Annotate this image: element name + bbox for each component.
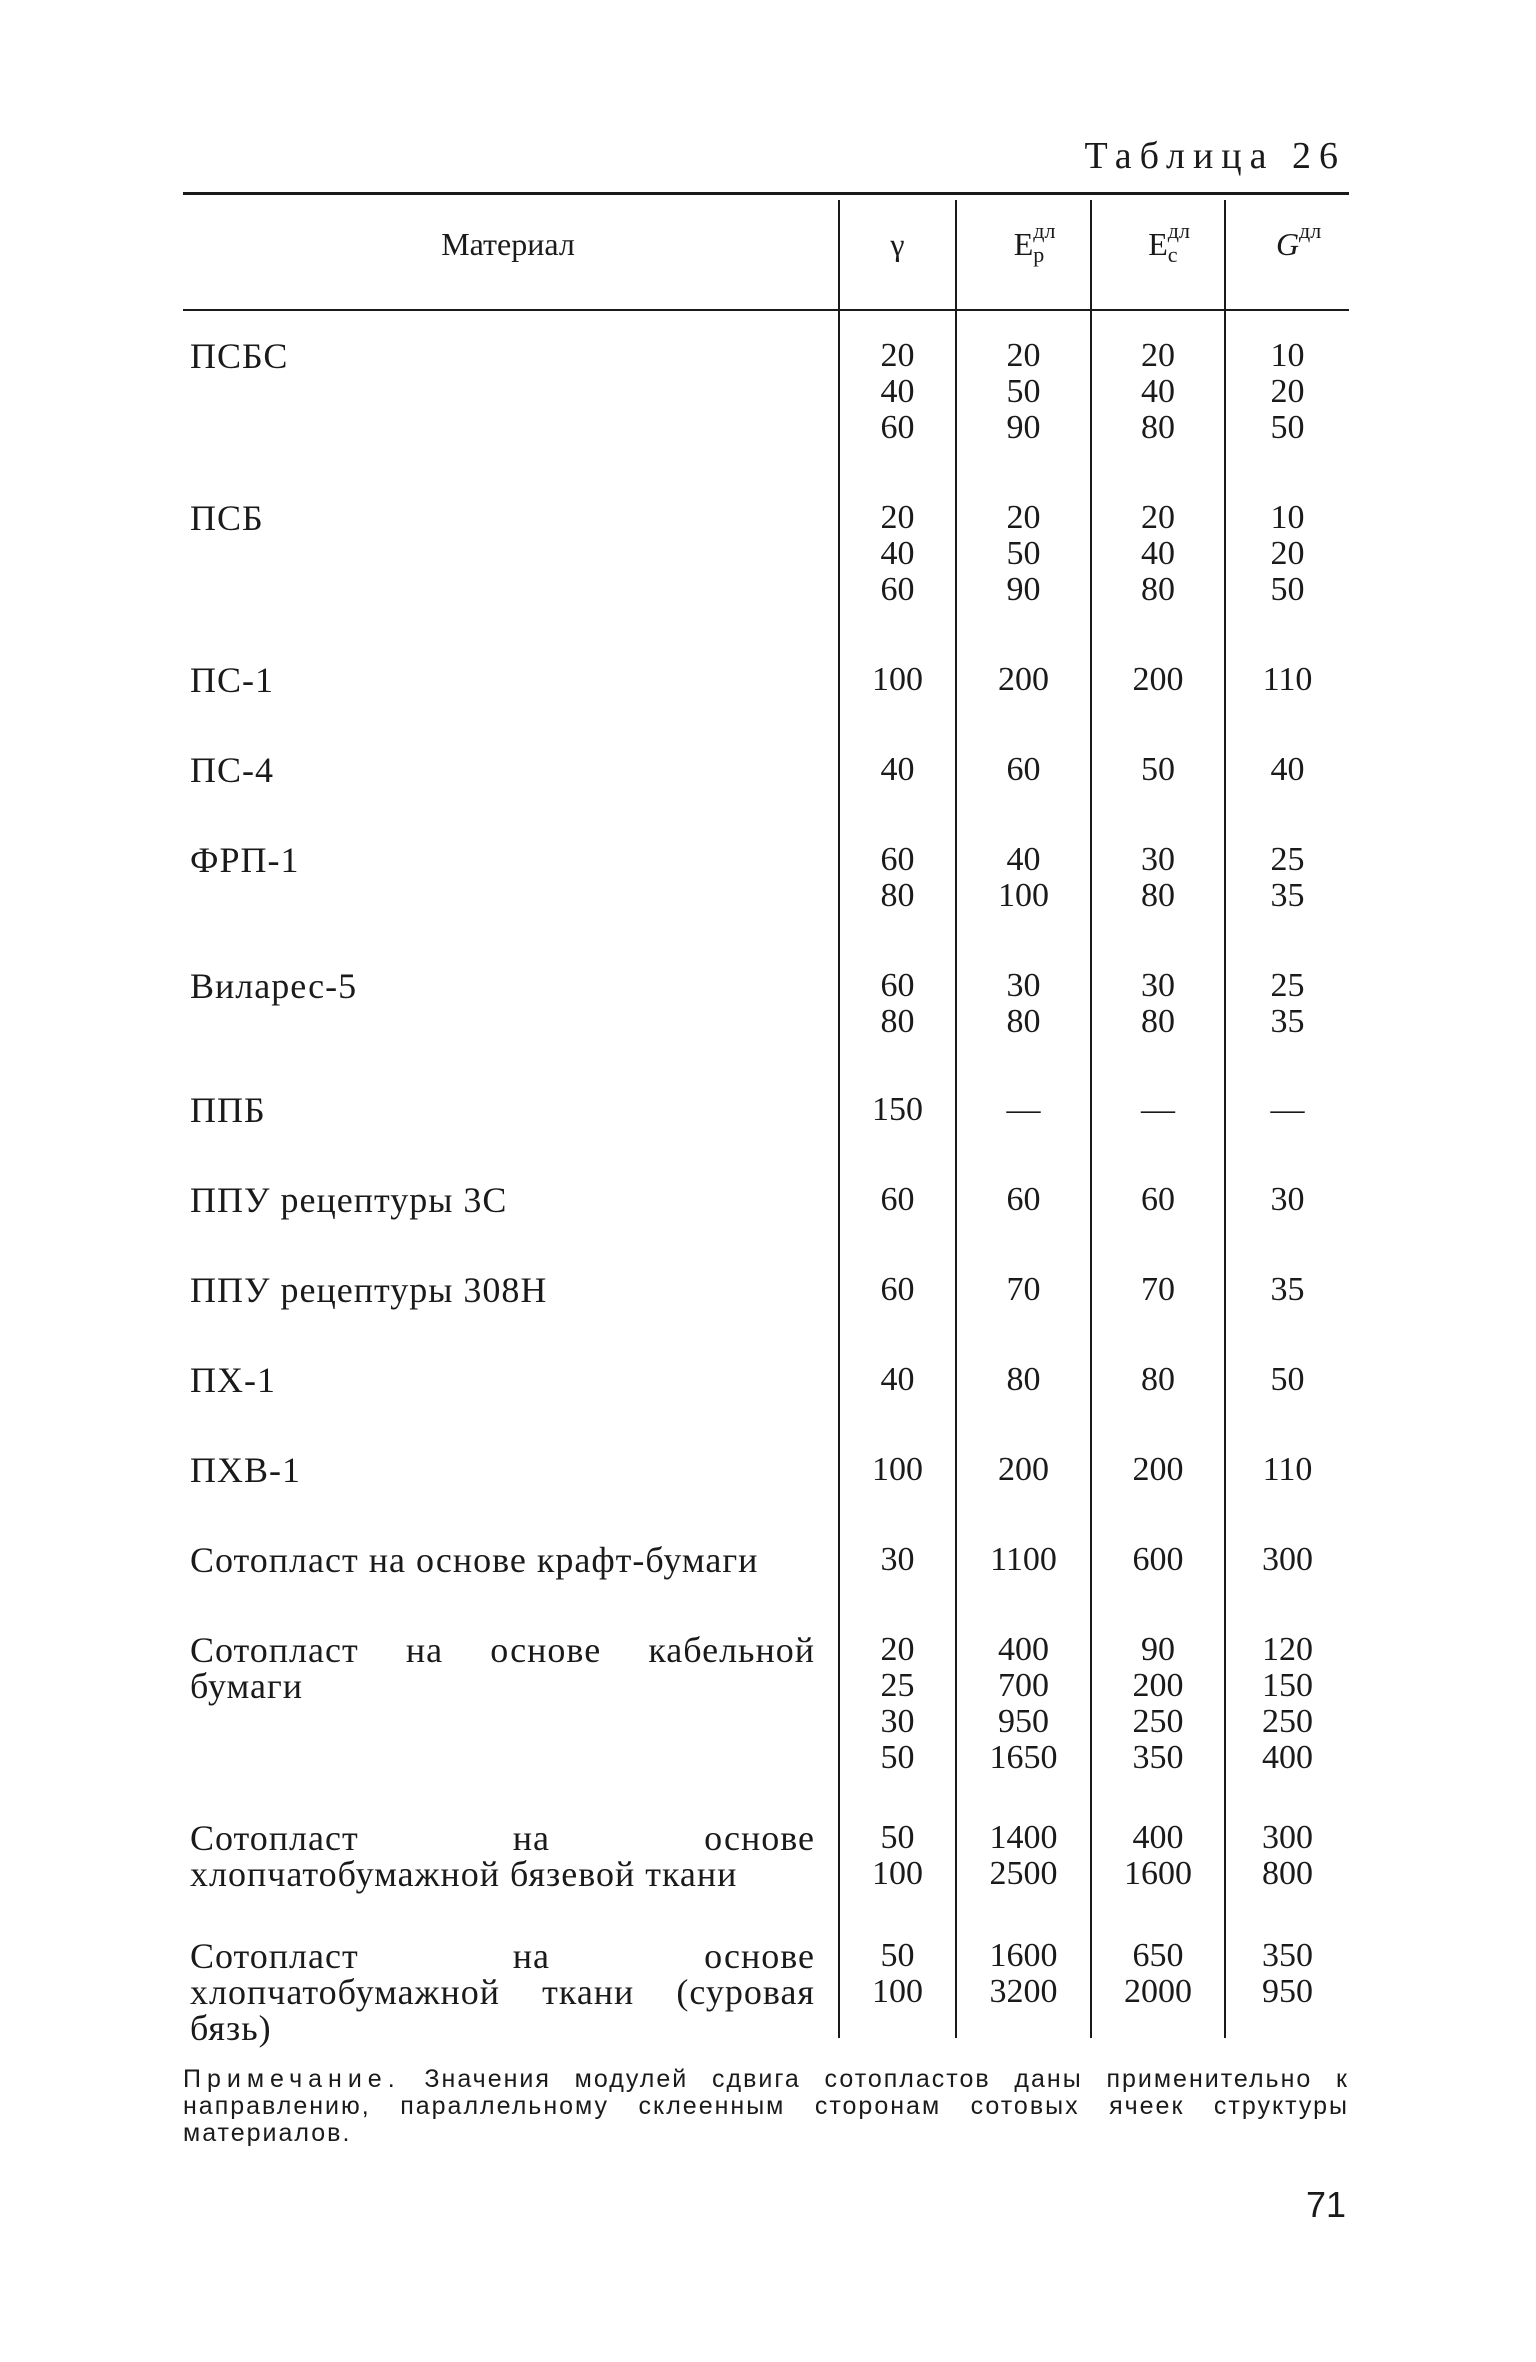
cell-g: 35 bbox=[1270, 1271, 1305, 1308]
cell-gamma: 60 80 bbox=[880, 841, 915, 914]
row-material: Виларес-5 bbox=[190, 966, 358, 1006]
cell-gamma: 20 40 60 bbox=[880, 337, 915, 446]
row-material: Сотопласт на основе кабельной бумаги bbox=[190, 1630, 815, 1706]
header-ep-symbol bbox=[1013, 218, 1056, 267]
cell-ep: — bbox=[1006, 1091, 1041, 1128]
cell-g: 25 35 bbox=[1270, 841, 1305, 914]
row-material: ПХ-1 bbox=[190, 1360, 276, 1400]
row-material: Сотопласт на основе хлопчатобумажной ткани (суровая бязь) bbox=[190, 1936, 815, 2048]
cell-ep: 20 50 90 bbox=[1006, 499, 1041, 608]
cell-gamma: 150 bbox=[872, 1091, 923, 1128]
row-material: ППБ bbox=[190, 1090, 266, 1130]
header-ec-sub: с bbox=[1167, 242, 1178, 267]
cell-gamma: 40 bbox=[880, 751, 915, 788]
cell-ec: 200 bbox=[1132, 1451, 1184, 1488]
cell-g: 30 bbox=[1270, 1181, 1305, 1218]
cell-ep: 60 bbox=[1006, 751, 1041, 788]
cell-g: 10 20 50 bbox=[1270, 499, 1305, 608]
cell-ep: 20 50 90 bbox=[1006, 337, 1041, 446]
table-title: Таблица 26 bbox=[1084, 135, 1346, 177]
cell-ec: 20 40 80 bbox=[1141, 337, 1175, 446]
cell-g: — bbox=[1270, 1091, 1305, 1128]
cell-gamma: 100 bbox=[872, 1451, 923, 1488]
row-material: ФРП-1 bbox=[190, 840, 300, 880]
cell-g: 300 bbox=[1262, 1541, 1313, 1578]
header-g-sup: дл bbox=[1299, 218, 1322, 243]
header-ep bbox=[957, 218, 1090, 286]
header-gamma bbox=[840, 226, 955, 286]
row-material: ПС-4 bbox=[190, 750, 274, 790]
row-material: ПС-1 bbox=[190, 660, 274, 700]
header-material: Материал bbox=[441, 226, 575, 262]
row-material: Сотопласт на основе хлопчатобумажной бязевой ткани bbox=[190, 1818, 815, 1894]
header-ec-sup: дл bbox=[1167, 218, 1190, 243]
cell-ec: 50 bbox=[1141, 751, 1175, 788]
cell-g: 40 bbox=[1270, 751, 1305, 788]
header-ep-sup: дл bbox=[1033, 218, 1056, 243]
cell-gamma: 60 bbox=[880, 1181, 915, 1218]
cell-g: 25 35 bbox=[1270, 967, 1305, 1040]
header-ec bbox=[1092, 218, 1224, 286]
cell-gamma: 60 80 bbox=[880, 967, 915, 1040]
cell-ec: 600 bbox=[1132, 1541, 1184, 1578]
header-ec-base: E bbox=[1148, 226, 1168, 262]
cell-gamma: 40 bbox=[880, 1361, 915, 1398]
cell-gamma: 50 100 bbox=[872, 1937, 923, 2010]
row-material: Сотопласт на основе крафт-бумаги bbox=[190, 1540, 759, 1580]
cell-ep: 1100 bbox=[990, 1541, 1057, 1578]
cell-ep: 1600 3200 bbox=[989, 1937, 1058, 2010]
cell-ep: 1400 2500 bbox=[989, 1819, 1058, 1892]
table-top-rule bbox=[183, 192, 1349, 195]
cell-ec: 70 bbox=[1141, 1271, 1175, 1308]
cell-gamma: 100 bbox=[872, 661, 923, 698]
cell-ep: 70 bbox=[1006, 1271, 1041, 1308]
row-material: ПСБС bbox=[190, 336, 289, 376]
header-g-symbol bbox=[1275, 218, 1322, 263]
cell-ec: 400 1600 bbox=[1124, 1819, 1192, 1892]
header-ep-base: E bbox=[1013, 226, 1034, 262]
cell-gamma: 30 bbox=[880, 1541, 915, 1578]
cell-g: 110 bbox=[1262, 661, 1313, 698]
cell-ec: 60 bbox=[1141, 1181, 1175, 1218]
cell-ep: 60 bbox=[1006, 1181, 1041, 1218]
cell-ep: 30 80 bbox=[1006, 967, 1041, 1040]
cell-ep: 40 100 bbox=[998, 841, 1049, 914]
row-material: ППУ рецептуры 308Н bbox=[190, 1270, 548, 1310]
table-header-rule bbox=[183, 309, 1349, 311]
cell-g: 350 950 bbox=[1262, 1937, 1313, 2010]
cell-ep: 400 700 950 1650 bbox=[989, 1631, 1058, 1776]
cell-ec: — bbox=[1141, 1091, 1175, 1128]
header-gamma-symbol: γ bbox=[890, 226, 905, 262]
cell-ep: 80 bbox=[1006, 1361, 1041, 1398]
row-material: ПСБ bbox=[190, 498, 264, 538]
cell-ec: 30 80 bbox=[1141, 841, 1175, 914]
note-label: Примечание. bbox=[183, 2065, 401, 2093]
cell-gamma: 60 bbox=[880, 1271, 915, 1308]
cell-gamma: 20 25 30 50 bbox=[880, 1631, 915, 1776]
row-material: ПХВ-1 bbox=[190, 1450, 301, 1490]
header-g-base: G bbox=[1275, 226, 1300, 262]
note-text: Значения модулей сдвига сотопластов даны применительно к направлению, параллельному склеенным сторонам сотовых ячеек структуры материалов. bbox=[183, 2065, 1349, 2147]
header-ec-symbol bbox=[1148, 218, 1190, 267]
table-note bbox=[183, 2066, 1349, 2147]
cell-ep: 200 bbox=[998, 661, 1049, 698]
page-number: 71 bbox=[1305, 2184, 1346, 2225]
cell-g: 50 bbox=[1270, 1361, 1305, 1398]
cell-ec: 30 80 bbox=[1141, 967, 1175, 1040]
cell-ec: 200 bbox=[1132, 661, 1184, 698]
cell-gamma: 50 100 bbox=[872, 1819, 923, 1892]
cell-ec: 80 bbox=[1141, 1361, 1175, 1398]
cell-g: 300 800 bbox=[1262, 1819, 1313, 1892]
row-material: ППУ рецептуры 3С bbox=[190, 1180, 508, 1220]
cell-ep: 200 bbox=[998, 1451, 1049, 1488]
cell-g: 120 150 250 400 bbox=[1262, 1631, 1313, 1776]
cell-ec: 90 200 250 350 bbox=[1132, 1631, 1184, 1776]
header-g bbox=[1226, 218, 1349, 286]
cell-ec: 20 40 80 bbox=[1141, 499, 1175, 608]
cell-g: 10 20 50 bbox=[1270, 337, 1305, 446]
cell-ec: 650 2000 bbox=[1124, 1937, 1192, 2010]
cell-g: 110 bbox=[1262, 1451, 1313, 1488]
cell-gamma: 20 40 60 bbox=[880, 499, 915, 608]
header-ep-sub: р bbox=[1033, 242, 1045, 267]
